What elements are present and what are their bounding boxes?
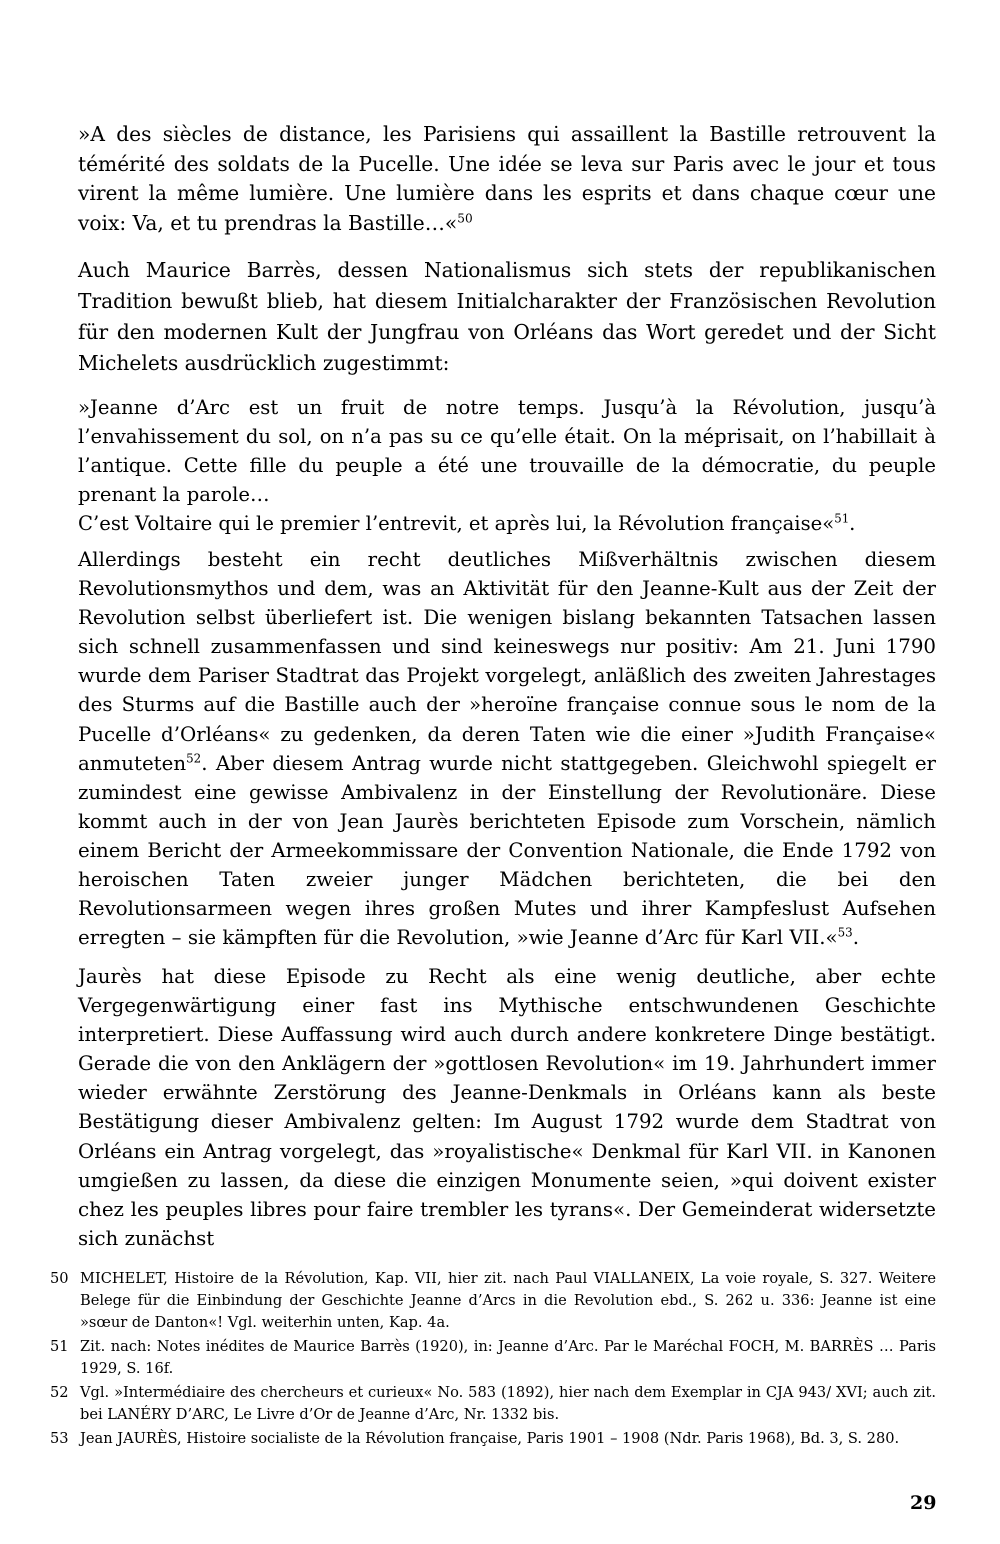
footnote xyxy=(50,1382,936,1426)
paragraph-text: . Aber diesem Antrag wurde nicht stattgegeben. Gleichwohl spiegelt er zumindest eine gewisse Ambivalenz in der Einstellung der Revolutionäre. Diese kommt auch in der von Jean Jaurès berichteten Episode zum Vorschein, nämlich einem Bericht der Armeekommissare der Convention Nationale, die Ende 1792 von heroischen Taten zweier junger Mädchen berichteten, die bei den Revolutionsarmeen wegen ihres großen Mutes und ihrer Kampfeslust Aufsehen erregten – sie kämpften für die Revolution, »wie Jeanne d’Arc für Karl VII.« xyxy=(78,751,936,950)
footnote-ref: 53 xyxy=(837,925,853,940)
footnote xyxy=(50,1268,936,1334)
quote-end: . xyxy=(849,512,856,535)
quote-text: »A des siècles de distance, les Parisiens qui assaillent la Bastille retrouvent la témérité des soldats de la Pucelle. Une idée se leva sur Paris avec le jour et tous virent la même lumière. Une lumière dans les esprits et dans chaque cœur une voix: Va, et tu prendras la Bastille…« xyxy=(78,122,936,235)
quote-text-second-line xyxy=(78,509,936,538)
footnote-number: 53 xyxy=(50,1430,69,1447)
paragraph-revolution xyxy=(78,545,936,952)
paragraph-jaures xyxy=(78,962,936,1253)
footnote-text: Vgl. »Intermédiaire des chercheurs et curieux« No. 583 (1892), hier nach dem Exemplar in CJA 943/ XVI; auch zit. bei LANÉRY D’ARC, Le Livre d’Or de Jeanne d’Arc, Nr. 1332 bis. xyxy=(80,1384,936,1423)
paragraph-text: Jaurès hat diese Episode zu Recht als eine wenig deutliche, aber echte Vergegenwärtigung einer fast ins Mythische entschwundenen Geschichte interpretiert. Diese Auffassung wird auch durch andere konkretere Dinge bestätigt. Gerade die von den Anklägern der »gottlosen Revolution« im 19. Jahrhundert immer wieder erwähnte Zerstörung des Jeanne-Denkmals in Orléans kann als beste Bestätigung dieser Ambivalenz gelten: Im August 1792 wurde dem Stadtrat von Orléans ein Antrag vorgelegt, das »royalistische« Denkmal für Karl VII. in Kanonen umgießen zu lassen, da diese die einzigen Monumente seien, »qui doivent exister chez les peuples libres pour faire trembler les tyrans«. Der Gemeinderat widersetzte sich zunächst xyxy=(78,965,936,1250)
footnote-ref: 52 xyxy=(186,751,202,766)
footnote xyxy=(50,1428,936,1450)
footnote xyxy=(50,1336,936,1380)
paragraph-barres xyxy=(78,255,936,379)
footnote-text: Jean JAURÈS, Histoire socialiste de la Révolution française, Paris 1901 – 1908 (Ndr. Paris 1968), Bd. 3, S. 280. xyxy=(80,1430,900,1447)
footnotes xyxy=(50,1268,936,1452)
footnote-ref: 50 xyxy=(457,211,473,226)
footnote-number: 50 xyxy=(50,1270,69,1287)
footnote-ref: 51 xyxy=(834,511,850,526)
block-quote-michelet xyxy=(78,120,936,238)
footnote-number: 52 xyxy=(50,1384,69,1401)
footnote-text: MICHELET, Histoire de la Révolution, Kap. VII, hier zit. nach Paul VIALLANEIX, La voie royale, S. 327. Weitere Belege für die Einbindung der Geschichte Jeanne d’Arcs in die Revolution ebd., S. 262 u. 336: Jeanne ist eine »sœur de Danton«! Vgl. weiterhin unten, Kap. 4a. xyxy=(80,1270,936,1331)
block-quote-barres xyxy=(78,393,936,538)
paragraph-text: Auch Maurice Barrès, dessen Nationalismus sich stets der republikanischen Tradition bewußt blieb, hat diesem Initialcharakter der Französischen Revolution für den modernen Kult der Jungfrau von Orléans das Wort geredet und der Sicht Michelets ausdrücklich zugestimmt: xyxy=(78,258,936,375)
paragraph-text: . xyxy=(852,926,860,950)
footnote-text: Zit. nach: Notes inédites de Maurice Barrès (1920), in: Jeanne d’Arc. Par le Maréchal FOCH, M. BARRÈS … Paris 1929, S. 16f. xyxy=(80,1338,936,1377)
quote-text: »Jeanne d’Arc est un fruit de notre temps. Jusqu’à la Révolution, jusqu’à l’envahissement du sol, on n’a pas su ce qu’elle était. On la méprisait, on l’habillait à l’antique. Cette fille du peuple a été une trouvaille de la démocratie, du peuple prenant la parole… xyxy=(78,396,936,506)
page-number: 29 xyxy=(910,1492,937,1514)
quote-line: C’est Voltaire qui le premier l’entrevit, et après lui, la Révolution française« xyxy=(78,512,835,535)
paragraph-text: Allerdings besteht ein recht deutliches Mißverhältnis zwischen diesem Revolutionsmythos und dem, was an Aktivität für den Jeanne-Kult aus der Zeit der Revolution selbst überliefert ist. Die wenigen bislang bekannten Tatsachen lassen sich schnell zusammenfassen und sind keineswegs nur positiv: Am 21. Juni 1790 wurde dem Pariser Stadtrat das Projekt vorgelegt, anläßlich des zweiten Jahrestages des Sturms auf die Bastille auch der »heroïne française connue sous le nom de la Pucelle d’Orléans« zu gedenken, da deren Taten wie die einer »Judith Française« anmuteten xyxy=(78,548,936,775)
footnote-number: 51 xyxy=(50,1338,69,1355)
